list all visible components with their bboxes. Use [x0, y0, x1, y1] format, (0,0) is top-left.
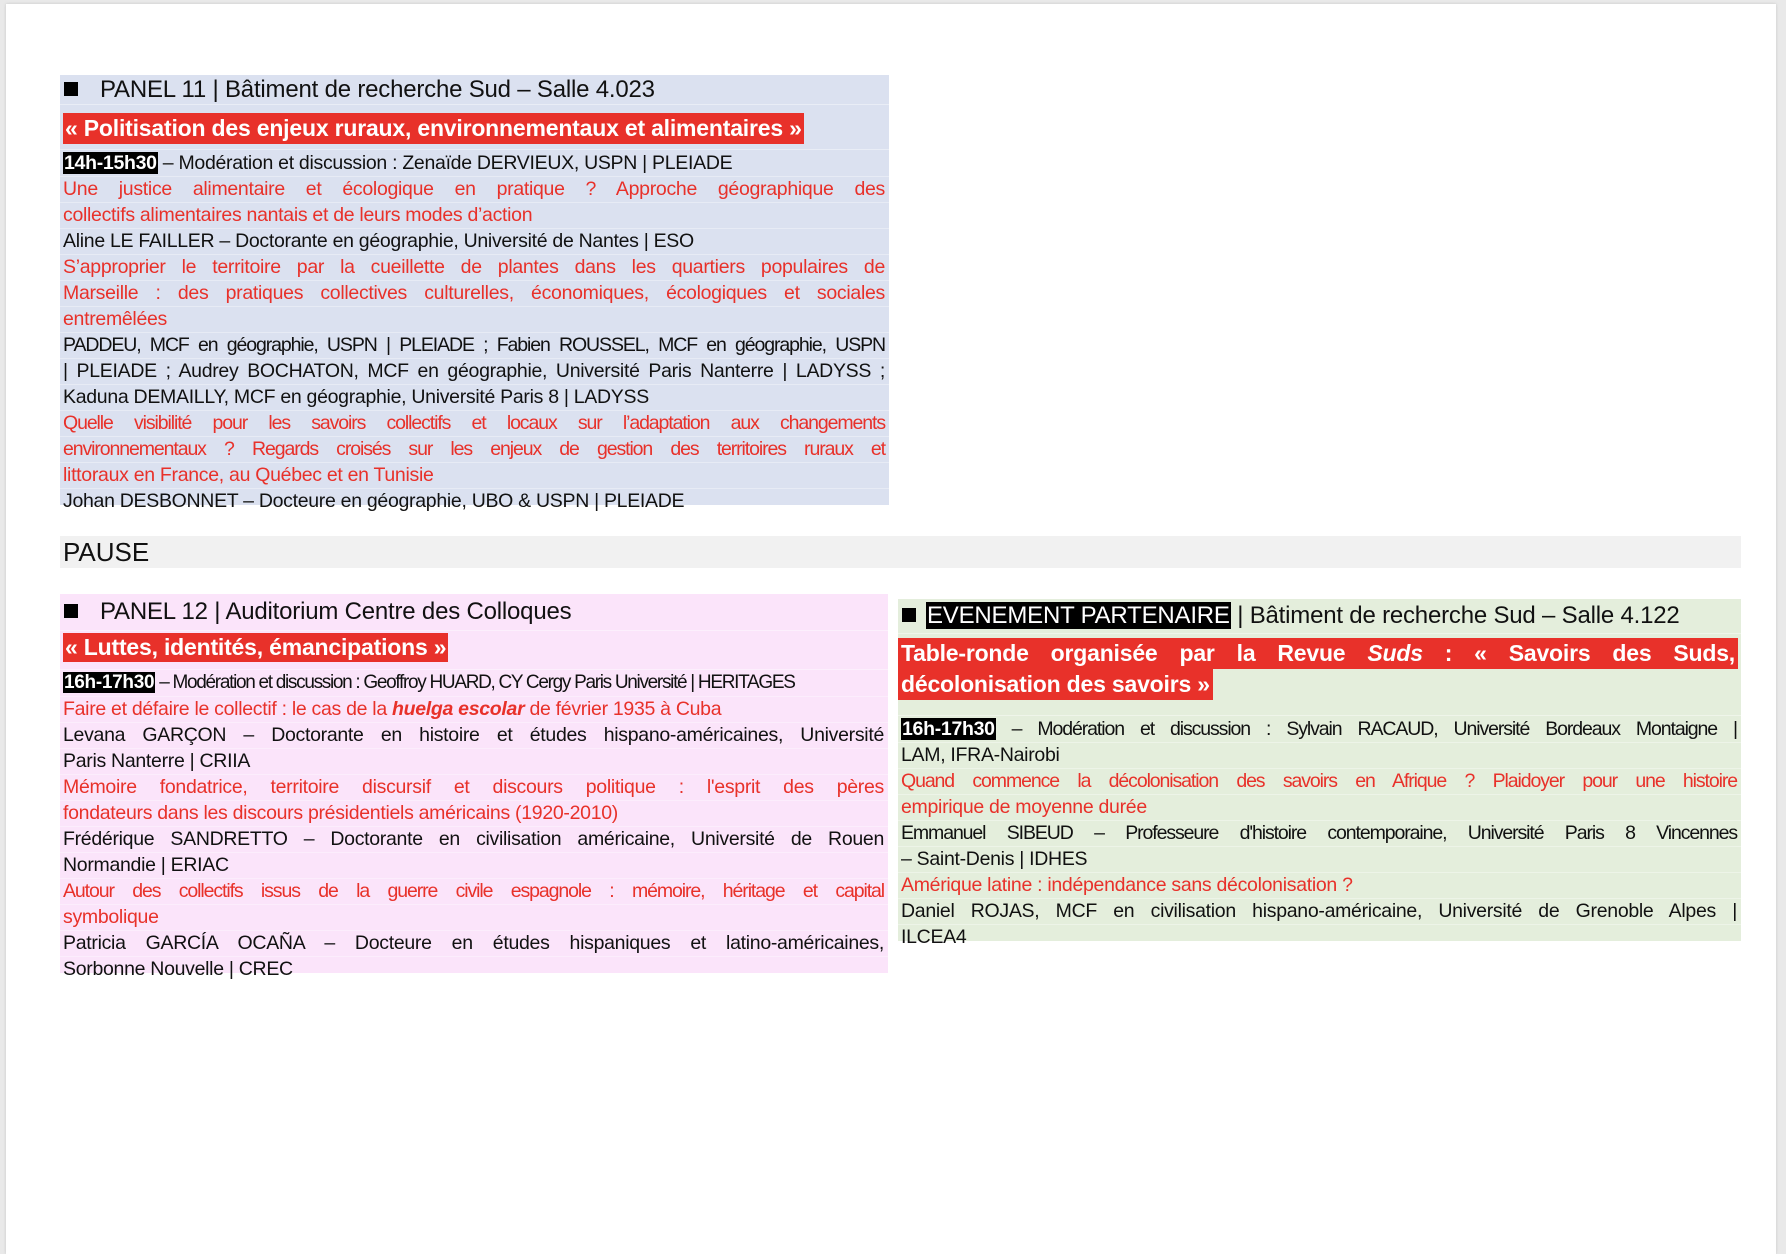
time-badge: 16h-17h30 — [902, 718, 995, 740]
speaker-line: – Saint-Denis | IDHES — [898, 847, 1741, 873]
spacer — [898, 700, 1741, 716]
talk-title-text: de février 1935 à Cuba — [524, 698, 722, 720]
panel-title: PANEL 11 | Bâtiment de recherche Sud – Salle 4.023 — [100, 76, 655, 103]
panel-title-row — [60, 594, 888, 631]
talk-title-line: Marseille : des pratiques collectives culturelles, économiques, écologiques et sociales — [60, 281, 889, 307]
partner-location: | Bâtiment de recherche Sud – Salle 4.122 — [1230, 602, 1680, 629]
talk-title-line: Mémoire fondatrice, territoire discursif et discours politique : l'esprit des pères — [60, 775, 888, 801]
talk-title-line: Amérique latine : indépendance sans décolonisation ? — [898, 873, 1741, 899]
panel-headline-row — [60, 105, 889, 150]
speaker-line: Frédérique SANDRETTO – Doctorante en civilisation américaine, Université de Rouen — [60, 827, 888, 853]
partner-headline — [898, 638, 1738, 700]
moderation-text: – Modération et discussion : Geoffroy HUARD, CY Cergy Paris Université | HERITAGES — [155, 672, 795, 693]
talk-title-line: Quelle visibilité pour les savoirs collectifs et locaux sur l’adaptation aux changements — [60, 411, 889, 437]
moderation-line: LAM, IFRA-Nairobi — [898, 743, 1741, 769]
partner-headline-line: décolonisation des savoirs » — [898, 669, 1213, 700]
talk-title-line: empirique de moyenne durée — [898, 795, 1741, 821]
partner-headline-italic: Suds — [1367, 640, 1423, 666]
pause-label: PAUSE — [63, 537, 150, 567]
panel-12 — [60, 594, 888, 980]
talk-title-line: S’approprier le territoire par la cueillette de plantes dans les quartiers populaires de — [60, 255, 889, 281]
speaker-line: Sorbonne Nouvelle | CREC — [60, 957, 888, 983]
talk-title-line: Une justice alimentaire et écologique en pratique ? Approche géographique des — [60, 177, 889, 203]
panel-title-row — [60, 75, 889, 105]
speaker-line: Normandie | ERIAC — [60, 853, 888, 879]
partner-title-row — [898, 599, 1741, 634]
speaker-line: Kaduna DEMAILLY, MCF en géographie, Université Paris 8 | LADYSS — [60, 385, 889, 411]
speaker-line: Patricia GARCÍA OCAÑA – Docteure en études hispaniques et latino-américaines, — [60, 931, 888, 957]
pause-bar — [60, 536, 1741, 568]
talk-title-line: fondateurs dans les discours présidentiels américains (1920-2010) — [60, 801, 888, 827]
moderation-line — [898, 716, 1741, 743]
moderation-text: – Modération et discussion : Sylvain RACAUD, Université Bordeaux Montaigne | — [995, 718, 1737, 740]
talk-title-line: collectifs alimentaires nantais et de leurs modes d’action — [60, 203, 889, 229]
speaker-line: Daniel ROJAS, MCF en civilisation hispano-américaine, Université de Grenoble Alpes | — [898, 899, 1741, 925]
talk-title-line: symbolique — [60, 905, 888, 931]
panel-headline: « Politisation des enjeux ruraux, environnementaux et alimentaires » — [63, 113, 804, 144]
talk-title-line: Autour des collectifs issus de la guerre civile espagnole : mémoire, héritage et capital — [60, 879, 888, 905]
talk-title-line: entremêlées — [60, 307, 889, 333]
partner-headline-text: : « Savoirs des Suds, — [1422, 640, 1735, 666]
talk-title-text: Faire et défaire le collectif : le cas de la — [63, 698, 392, 720]
panel-11 — [60, 75, 889, 512]
partner-headline-line — [898, 638, 1738, 669]
black-square-bullet-icon — [64, 604, 78, 618]
speaker-line: PADDEU, MCF en géographie, USPN | PLEIADE ; Fabien ROUSSEL, MCF en géographie, USPN — [60, 333, 889, 359]
panel-headline: « Luttes, identités, émancipations » — [65, 634, 447, 660]
black-square-bullet-icon — [902, 608, 916, 622]
partner-label: EVENEMENT PARTENAIRE — [927, 602, 1230, 629]
black-square-bullet-icon — [64, 82, 78, 96]
speaker-line: Emmanuel SIBEUD – Professeure d'histoire contemporaine, Université Paris 8 Vincennes — [898, 821, 1741, 847]
talk-title-italic: huelga escolar — [392, 698, 525, 720]
moderation-text: – Modération et discussion : Zenaïde DERVIEUX, USPN | PLEIADE — [157, 152, 733, 174]
speaker-line: Aline LE FAILLER – Doctorante en géographie, Université de Nantes | ESO — [60, 229, 889, 255]
partner-headline-text: Table-ronde organisée par la Revue — [901, 640, 1368, 666]
time-badge: 16h-17h30 — [64, 672, 155, 693]
speaker-line: | PLEIADE ; Audrey BOCHATON, MCF en géographie, Université Paris Nanterre | LADYSS ; — [60, 359, 889, 385]
moderation-line — [60, 670, 888, 697]
talk-title-line: environnementaux ? Regards croisés sur les enjeux de gestion des territoires ruraux et — [60, 437, 889, 463]
time-badge: 14h-15h30 — [64, 152, 157, 174]
speaker-line: ILCEA4 — [898, 925, 1741, 951]
panel-headline-row — [60, 631, 888, 670]
talk-title-line: Quand commence la décolonisation des savoirs en Afrique ? Plaidoyer pour une histoire — [898, 769, 1741, 795]
moderation-line — [60, 150, 889, 177]
speaker-line: Paris Nanterre | CRIIA — [60, 749, 888, 775]
panel-title: PANEL 12 | Auditorium Centre des Colloques — [100, 598, 572, 625]
talk-title-line — [60, 697, 888, 723]
speaker-line: Johan DESBONNET – Docteure en géographie, UBO & USPN | PLEIADE — [60, 489, 889, 515]
talk-title-line: littoraux en France, au Québec et en Tunisie — [60, 463, 889, 489]
partner-event-panel — [898, 599, 1741, 948]
speaker-line: Levana GARÇON – Doctorante en histoire et études hispano-américaines, Université — [60, 723, 888, 749]
